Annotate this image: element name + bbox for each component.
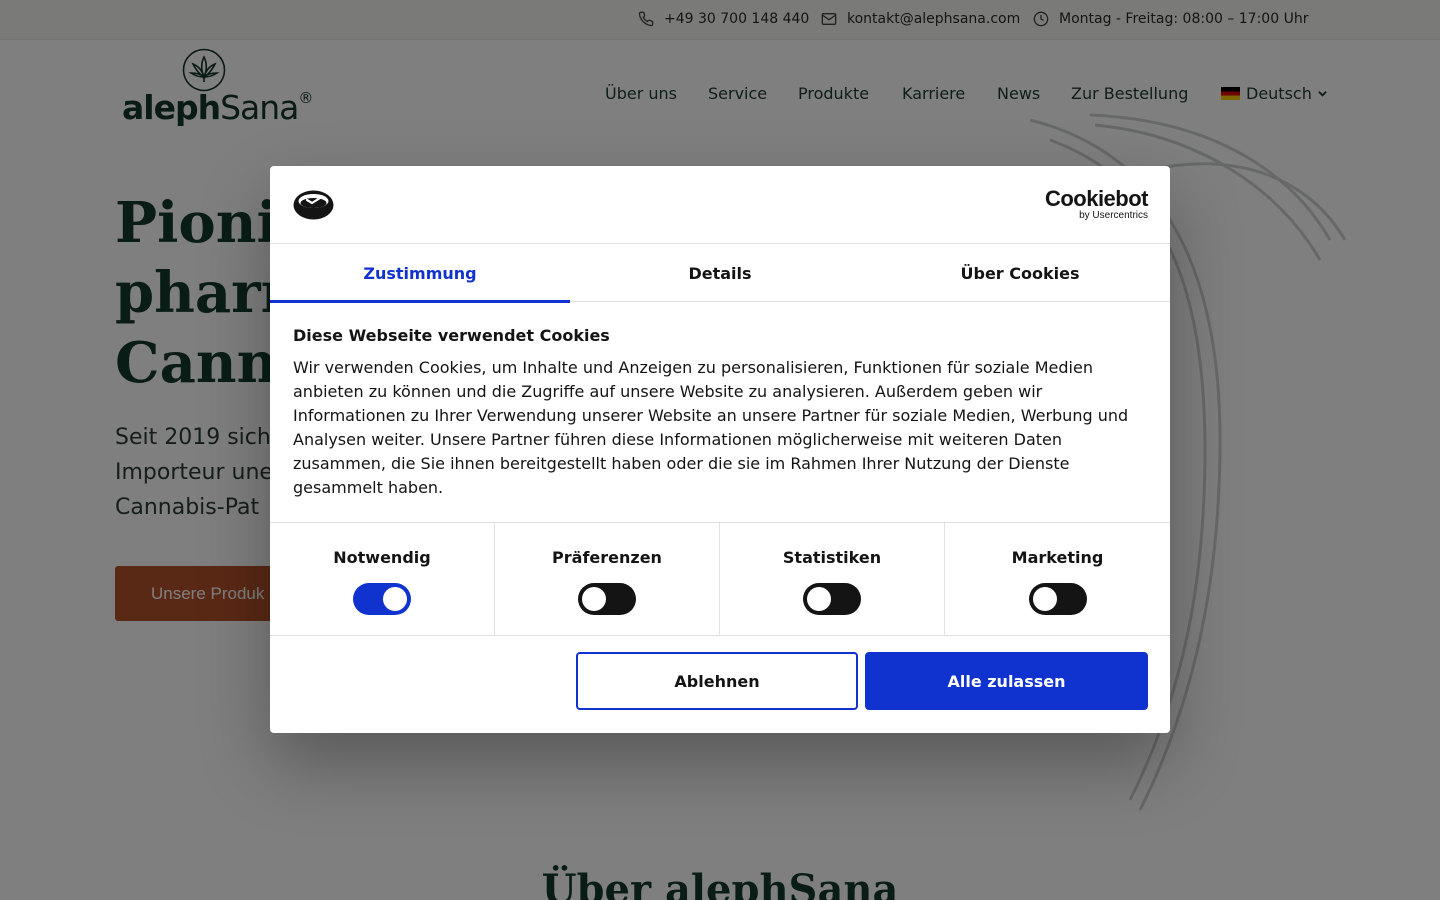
decline-button[interactable]: Ablehnen — [576, 652, 858, 710]
cookie-icon — [293, 190, 334, 220]
category-praeferenzen — [495, 523, 720, 636]
dialog-header — [270, 166, 1170, 244]
cookiebot-logo[interactable]: Cookiebot by Usercentrics — [1044, 186, 1148, 221]
notwendig-toggle[interactable] — [353, 583, 411, 615]
tab-zustimmung[interactable]: Zustimmung — [270, 244, 570, 302]
category-marketing — [945, 523, 1170, 636]
category-label: Marketing — [1011, 548, 1104, 567]
category-statistiken — [720, 523, 945, 636]
cookie-consent-dialog — [270, 166, 1170, 733]
marketing-toggle[interactable] — [1029, 583, 1087, 615]
category-label: Statistiken — [782, 548, 882, 567]
praeferenzen-toggle[interactable] — [578, 583, 636, 615]
dialog-description: Wir verwenden Cookies, um Inhalte und Anzeigen zu personalisieren, Funktionen für soziale Medien anbieten zu können und die Zugriffe auf unsere Website zu analysieren. Außerdem geben wir Informationen zu Ihrer Verwendung unserer Website an unsere Partner für soziale Medien, Werbung und Analysen weiter. Unsere Partner führen diese Informationen möglicherweise mit weiteren Daten zusammen, die Sie ihnen bereitgestellt haben oder die sie im Rahmen Ihrer Nutzung der Dienste gesammelt haben. — [293, 358, 1129, 497]
allow-all-button[interactable]: Alle zulassen — [865, 652, 1148, 710]
category-label: Notwendig — [333, 548, 431, 567]
dialog-body — [293, 326, 1148, 500]
consent-categories — [270, 522, 1170, 636]
tab-ueber-cookies[interactable]: Über Cookies — [960, 263, 1080, 283]
tab-details[interactable]: Details — [688, 263, 752, 283]
dialog-heading: Diese Webseite verwendet Cookies — [293, 326, 610, 345]
category-label: Präferenzen — [552, 548, 662, 567]
category-notwendig — [270, 523, 495, 636]
consent-tabs — [270, 244, 1170, 302]
statistiken-toggle[interactable] — [803, 583, 861, 615]
